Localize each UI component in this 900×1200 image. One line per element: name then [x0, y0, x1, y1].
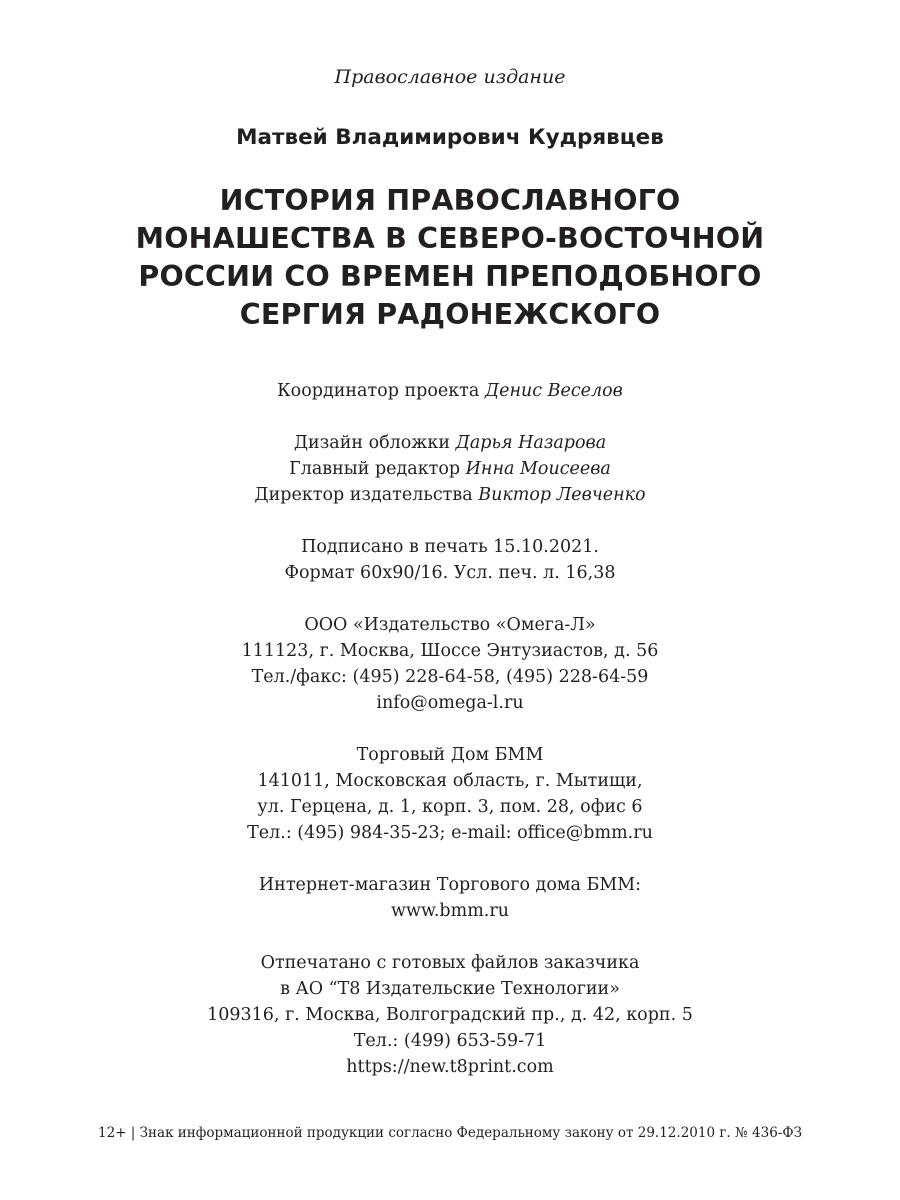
imprint-block: [0, 378, 900, 1080]
printer-name: в АО “Т8 Издательские Технологии»: [280, 979, 620, 999]
credit-person: Инна Моисеева: [465, 459, 611, 479]
title-line: РОССИИ СО ВРЕМЕН ПРЕПОДОБНОГО: [138, 260, 762, 293]
online-store-label: Интернет-магазин Торгового дома БММ:: [258, 875, 642, 895]
credit-coordinator: [0, 378, 900, 404]
print-format-line: Формат 60х90/16. Усл. печ. л. 16,38: [284, 563, 616, 583]
credit-cover-design: [0, 430, 900, 456]
printer-url: https://new.t8print.com: [346, 1057, 554, 1077]
title-line: МОНАШЕСТВА В СЕВЕРО-ВОСТОЧНОЙ: [135, 222, 765, 255]
credit-role: Координатор проекта: [277, 381, 480, 401]
trade-house-address-2: ул. Герцена, д. 1, корп. 3, пом. 28, офис 6: [257, 797, 643, 817]
age-rating-footer: 12+ | Знак информационной продукции согласно Федеральному закону от 29.12.2010 г. № 436-ФЗ: [97, 1125, 803, 1141]
printer-address: 109316, г. Москва, Волгоградский пр., д. 42, корп. 5: [207, 1005, 693, 1025]
credit-chief-editor: [0, 456, 900, 482]
series-label: Православное издание: [334, 66, 566, 88]
title-line: СЕРГИЯ РАДОНЕЖСКОГО: [239, 298, 661, 331]
online-store-url: www.bmm.ru: [390, 901, 509, 921]
trade-house-name: Торговый Дом БММ: [356, 745, 544, 765]
trade-house-contacts: Тел.: (495) 984-35-23; e-mail: office@bmm.ru: [247, 823, 653, 843]
trade-house-address-1: 141011, Московская область, г. Мытищи,: [257, 771, 643, 791]
printer-phone: Тел.: (499) 653-59-71: [353, 1031, 547, 1051]
book-title: [0, 182, 900, 334]
credit-person: Виктор Левченко: [478, 485, 646, 505]
author-name: Матвей Владимирович Кудрявцев: [236, 125, 664, 150]
credit-role: Главный редактор: [289, 459, 461, 479]
printer-note: Отпечатано с готовых файлов заказчика: [260, 953, 640, 973]
credit-role: Дизайн обложки: [293, 433, 451, 453]
publisher-address: 111123, г. Москва, Шоссе Энтузиастов, д. 56: [241, 641, 659, 661]
credit-role: Директор издательства: [254, 485, 473, 505]
print-signed-line: Подписано в печать 15.10.2021.: [301, 537, 599, 557]
credit-person: Дарья Назарова: [455, 433, 607, 453]
publisher-email: info@omega-l.ru: [376, 693, 524, 713]
credit-person: Денис Веселов: [484, 381, 623, 401]
credit-director: [0, 482, 900, 508]
publisher-name: ООО «Издательство «Омега-Л»: [304, 615, 596, 635]
publisher-phone: Тел./факс: (495) 228-64-58, (495) 228-64-59: [251, 667, 649, 687]
title-line: ИСТОРИЯ ПРАВОСЛАВНОГО: [219, 184, 681, 217]
